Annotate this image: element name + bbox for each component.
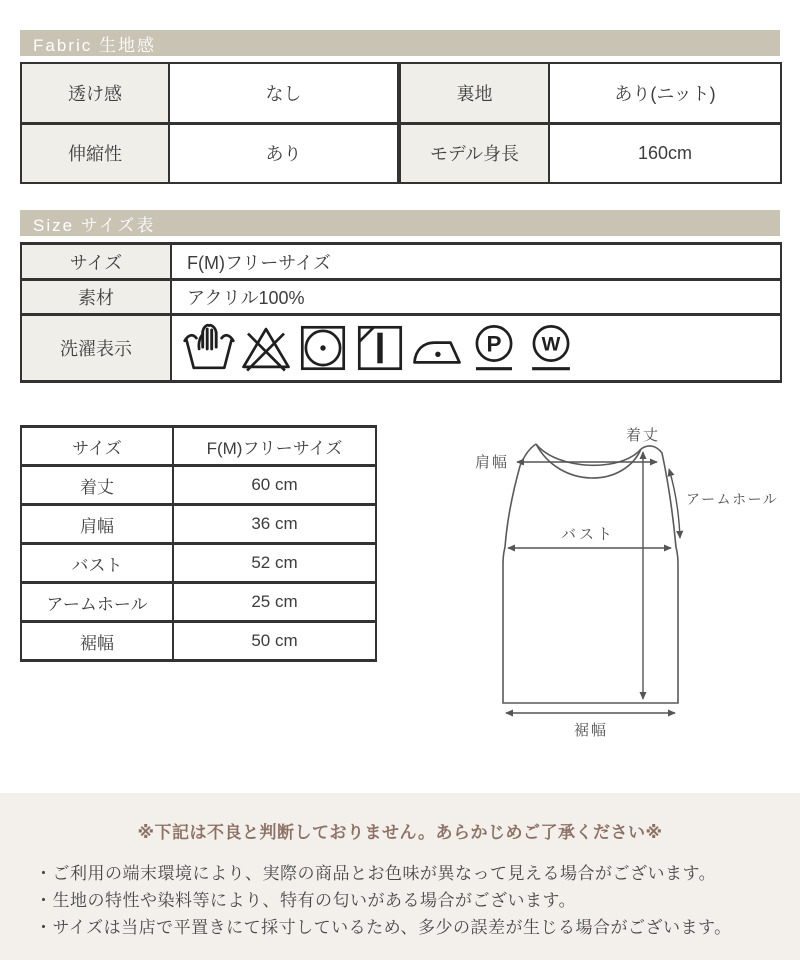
table-row [21, 244, 781, 280]
fabric-section-header [20, 30, 780, 56]
do-not-bleach-icon [239, 321, 293, 375]
fabric-label-lining: 裏地 [399, 63, 549, 123]
tank-top-outline [503, 444, 678, 703]
material-label: 素材 [21, 280, 171, 315]
table-row [21, 315, 781, 382]
meas-value-armhole: 25 cm [173, 583, 376, 622]
dimension-arrows [506, 452, 680, 713]
list-item: ・サイズは当店で平置きにて採寸しているため、多少の誤差が生じる場合がございます。 [35, 918, 732, 937]
svg-text:P: P [486, 331, 502, 357]
diagram-label-bust: バスト [560, 526, 616, 543]
size-value: F(M)フリーサイズ [171, 244, 781, 280]
garment-measurement-diagram [430, 413, 798, 758]
diagram-label-hem: 裾幅 [573, 722, 609, 739]
measurements-table [20, 425, 377, 662]
iron-low-icon [410, 321, 464, 375]
fabric-table [20, 62, 782, 184]
care-label: 洗濯表示 [21, 315, 171, 382]
tumble-dry-low-icon [296, 321, 350, 375]
wet-clean-w-mild-icon [524, 321, 578, 375]
diagram-label-armhole: アームホール [686, 491, 779, 507]
care-symbols-cell [171, 315, 781, 382]
fabric-value-model-height: 160cm [549, 123, 781, 183]
table-row [21, 622, 376, 661]
diagram-label-shoulder: 肩幅 [474, 454, 509, 471]
fabric-label-model-height: モデル身長 [399, 123, 549, 183]
list-item: ・生地の特性や染料等により、特有の匂いがある場合がございます。 [35, 891, 577, 910]
hang-dry-in-shade-icon [353, 321, 407, 375]
meas-value-shoulder: 36 cm [173, 505, 376, 544]
fabric-value-sheerness: なし [169, 63, 399, 123]
table-row [21, 63, 781, 123]
diagram-label-length: 着丈 [625, 427, 661, 444]
table-row [21, 544, 376, 583]
table-row [21, 123, 781, 183]
fabric-value-lining: あり(ニット) [549, 63, 781, 123]
meas-value-hem: 50 cm [173, 622, 376, 661]
fabric-label-sheerness: 透け感 [21, 63, 169, 123]
meas-value-bust: 52 cm [173, 544, 376, 583]
fabric-value-stretch: あり [169, 123, 399, 183]
meas-value-length: 60 cm [173, 466, 376, 505]
meas-label-shoulder: 肩幅 [21, 505, 173, 544]
table-row [21, 583, 376, 622]
table-row [21, 427, 376, 466]
notes-title: ※下記は不良と判断しておりません。あらかじめご了承ください※ [137, 823, 663, 842]
material-value: アクリル100% [171, 280, 781, 315]
table-row [21, 280, 781, 315]
care-symbols [182, 321, 780, 375]
fabric-section-title: Fabric 生地感 [33, 35, 156, 55]
meas-header-label: サイズ [21, 427, 173, 466]
meas-label-length: 着丈 [21, 466, 173, 505]
size-section-header [20, 210, 780, 236]
table-row [21, 505, 376, 544]
notes-section [0, 793, 800, 960]
size-section-title: Size サイズ表 [33, 215, 156, 235]
table-row [21, 466, 376, 505]
meas-header-value: F(M)フリーサイズ [173, 427, 376, 466]
notes-list [35, 860, 800, 941]
size-label: サイズ [21, 244, 171, 280]
dry-clean-p-mild-icon [467, 321, 521, 375]
meas-label-hem: 裾幅 [21, 622, 173, 661]
svg-text:W: W [541, 333, 561, 356]
hand-wash-icon [182, 321, 236, 375]
fabric-label-stretch: 伸縮性 [21, 123, 169, 183]
size-info-table [20, 242, 782, 383]
list-item: ・ご利用の端末環境により、実際の商品とお色味が異なって見える場合がございます。 [35, 864, 717, 883]
meas-label-armhole: アームホール [21, 583, 173, 622]
meas-label-bust: バスト [21, 544, 173, 583]
